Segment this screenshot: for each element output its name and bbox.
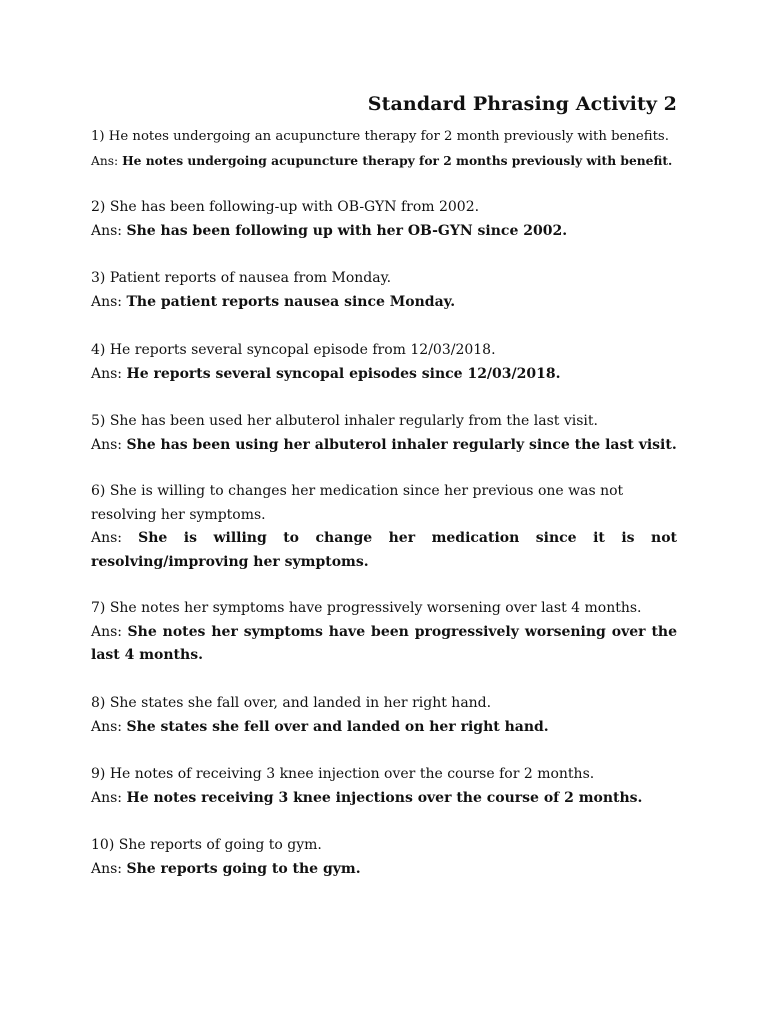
answer-line	[91, 434, 677, 458]
question-text: 6) She is willing to changes her medication since her previous one was not resolving her symptoms.	[91, 483, 624, 523]
answer-prefix: Ans:	[91, 293, 123, 310]
answer-text: She is willing to change her medication since it is not resolving/improving her symptoms.	[91, 530, 677, 570]
answer-prefix: Ans:	[91, 530, 123, 546]
answer-text: He notes receiving 3 knee injections over the course of 2 months.	[126, 789, 643, 806]
answer-line	[91, 858, 677, 882]
question-text: 2) She has been following-up with OB-GYN from 2002.	[91, 199, 480, 215]
question-text: 1) He notes undergoing an acupuncture therapy for 2 month previously with benefits.	[91, 129, 669, 144]
answer-text: She has been following up with her OB-GYN since 2002.	[126, 222, 568, 239]
answer-line	[91, 787, 677, 811]
answer-text: She reports going to the gym.	[126, 860, 361, 877]
answer-prefix: Ans:	[91, 153, 119, 168]
answer-line	[91, 527, 677, 574]
question-text: 4) He reports several syncopal episode from 12/03/2018.	[91, 342, 496, 358]
answer-text: The patient reports nausea since Monday.	[126, 293, 456, 310]
exercise-item-4	[91, 339, 677, 386]
answer-text: He notes undergoing acupuncture therapy for 2 months previously with benefit.	[122, 152, 673, 168]
answer-prefix: Ans:	[91, 436, 123, 453]
answer-line	[91, 291, 677, 315]
question-text: 3) Patient reports of nausea from Monday.	[91, 270, 392, 286]
exercise-item-7	[91, 597, 677, 668]
answer-text: She has been using her albuterol inhaler regularly since the last visit.	[126, 436, 677, 453]
answer-line	[91, 363, 677, 387]
question-text: 5) She has been used her albuterol inhaler regularly from the last visit.	[91, 413, 598, 429]
answer-line	[91, 716, 677, 740]
exercise-item-6	[91, 480, 677, 574]
answer-prefix: Ans:	[91, 718, 123, 735]
exercise-item-1	[91, 125, 677, 173]
question-text: 8) She states she fall over, and landed in her right hand.	[91, 695, 492, 711]
exercise-item-10	[91, 834, 677, 881]
answer-text: She notes her symptoms have been progressively worsening over the last 4 months.	[91, 623, 677, 663]
exercise-item-9	[91, 763, 677, 810]
exercise-item-5	[91, 410, 677, 457]
answer-text: She states she fell over and landed on her right hand.	[126, 718, 549, 735]
answer-prefix: Ans:	[91, 789, 123, 806]
page-title: Standard Phrasing Activity 2	[367, 93, 677, 115]
answer-prefix: Ans:	[91, 365, 123, 382]
question-text: 9) He notes of receiving 3 knee injection over the course for 2 months.	[91, 766, 595, 782]
answer-line	[91, 220, 677, 244]
answer-prefix: Ans:	[91, 860, 123, 877]
answer-prefix: Ans:	[91, 222, 123, 239]
answer-prefix: Ans:	[91, 623, 123, 640]
exercise-item-2	[91, 196, 677, 243]
exercise-item-3	[91, 267, 677, 314]
exercise-item-8	[91, 692, 677, 739]
answer-text: He reports several syncopal episodes since 12/03/2018.	[126, 365, 561, 382]
answer-line	[91, 621, 677, 668]
answer-line	[91, 149, 677, 174]
question-text: 7) She notes her symptoms have progressively worsening over last 4 months.	[91, 600, 642, 616]
question-text: 10) She reports of going to gym.	[91, 837, 322, 853]
